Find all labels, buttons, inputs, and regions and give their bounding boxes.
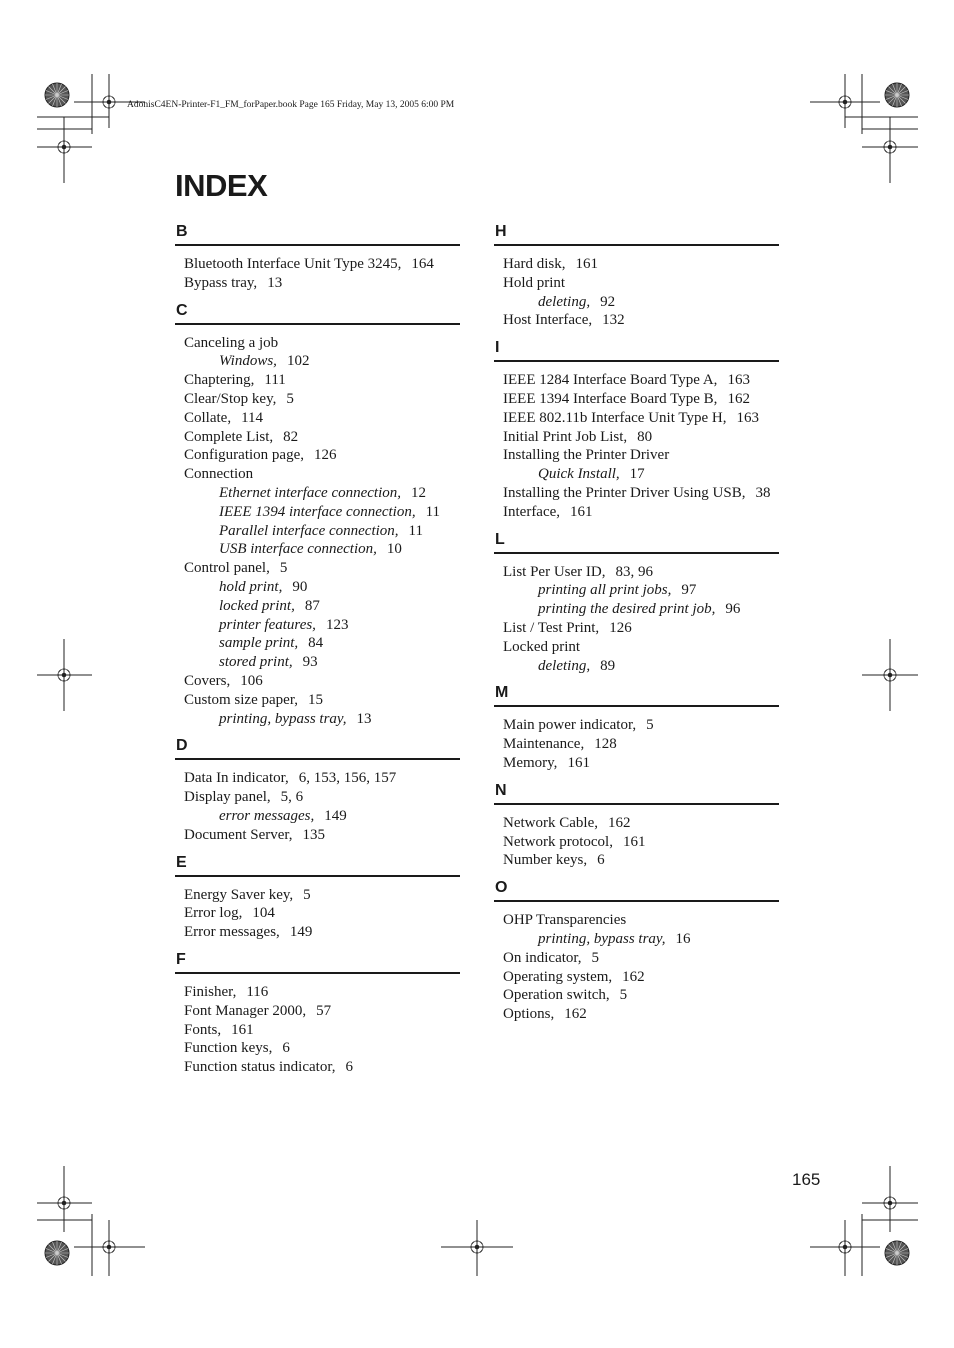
index-section [494, 530, 779, 676]
entry-pages: 93 [302, 654, 318, 671]
entry-term: Chaptering, [184, 372, 255, 389]
index-entry [175, 923, 460, 942]
entry-pages: 116 [246, 983, 269, 1000]
entry-pages: 104 [252, 905, 275, 922]
entry-pages: 13 [356, 710, 372, 727]
entry-pages: 5 [279, 560, 288, 577]
index-section [175, 222, 460, 293]
entry-term: List / Test Print, [503, 619, 600, 636]
entry-term: printing, bypass tray, [219, 710, 347, 727]
index-subentry [175, 807, 460, 826]
index-entry [175, 1021, 460, 1040]
entry-term: IEEE 802.11b Interface Unit Type H, [503, 409, 727, 426]
entry-pages: 84 [308, 635, 324, 652]
index-entry [494, 409, 779, 428]
entry-term: Bypass tray, [184, 274, 258, 291]
index-subentry [494, 465, 779, 484]
entry-pages: 6 [345, 1059, 353, 1076]
entry-term: Display panel, [184, 789, 271, 806]
entry-term: printing, bypass tray, [538, 930, 666, 947]
section-letter: L [494, 530, 779, 554]
entry-term: Document Server, [184, 826, 293, 843]
index-entry [175, 826, 460, 845]
index-entry [175, 1002, 460, 1021]
index-entry [175, 886, 460, 905]
entry-pages: 90 [292, 578, 308, 595]
index-entry [175, 255, 460, 274]
entry-pages: 5, 6 [280, 789, 304, 806]
entry-pages: 5 [591, 949, 600, 966]
index-entry [175, 1058, 460, 1077]
index-section [494, 683, 779, 772]
entry-term: Configuration page, [184, 447, 304, 464]
entry-term: Error log, [184, 905, 243, 922]
index-subentry [175, 484, 460, 503]
index-entry [494, 638, 779, 657]
entry-term: Host Interface, [503, 312, 593, 329]
entry-term: Bluetooth Interface Unit Type 3245, [184, 256, 402, 272]
entry-term: Maintenance, [503, 736, 585, 753]
index-subentry [494, 293, 779, 312]
entry-term: Fonts, [184, 1021, 222, 1038]
index-entry [175, 769, 460, 788]
index-subentry [494, 930, 779, 949]
index-entry [494, 484, 779, 503]
index-column-left [175, 222, 460, 1085]
entry-pages: 83, 96 [615, 563, 653, 580]
entry-pages: 5 [646, 717, 654, 734]
entry-pages: 164 [411, 256, 434, 272]
entry-term: Memory, [503, 754, 558, 771]
entry-pages: 5 [619, 987, 628, 1004]
entry-pages: 13 [267, 274, 283, 291]
index-entry [175, 409, 460, 428]
index-subentry [175, 710, 460, 729]
entry-term: USB interface connection, [219, 541, 377, 558]
index-entry [175, 788, 460, 807]
entry-term: Parallel interface connection, [219, 522, 399, 539]
entry-term: Function status indicator, [184, 1059, 336, 1076]
entry-term: Interface, [503, 503, 561, 520]
index-entry [494, 446, 779, 465]
section-letter: M [494, 683, 779, 707]
entry-pages: 92 [600, 293, 616, 310]
entry-term: stored print, [219, 654, 293, 671]
entry-term: hold print, [219, 578, 283, 595]
entry-term: On indicator, [503, 949, 582, 966]
section-letter: F [175, 950, 460, 974]
entry-term: List Per User ID, [503, 563, 606, 580]
index-entry [175, 904, 460, 923]
entry-pages: 149 [324, 807, 347, 824]
entry-pages: 5 [303, 886, 311, 903]
entry-term: OHP Transparencies [503, 912, 627, 929]
index-entry [175, 390, 460, 409]
index-section [175, 853, 460, 942]
index-entry [494, 563, 779, 582]
section-letter: H [494, 222, 779, 246]
index-section [494, 878, 779, 1024]
entry-term: Energy Saver key, [184, 886, 294, 903]
index-entry [494, 986, 779, 1005]
index-section [494, 781, 779, 870]
index-section [175, 950, 460, 1077]
index-entry [494, 428, 779, 447]
entry-term: Installing the Printer Driver [503, 447, 670, 464]
entry-pages: 114 [241, 409, 264, 426]
entry-term: Network protocol, [503, 833, 613, 850]
entry-pages: 12 [411, 484, 427, 501]
index-subentry [175, 653, 460, 672]
entry-pages: 128 [594, 736, 617, 753]
entry-pages: 6, 153, 156, 157 [298, 770, 397, 787]
entry-pages: 82 [283, 428, 299, 445]
entry-pages: 126 [313, 447, 337, 464]
entry-pages: 161 [231, 1021, 254, 1038]
entry-term: Control panel, [184, 560, 270, 577]
index-entry [175, 446, 460, 465]
index-section [175, 736, 460, 844]
entry-pages: 161 [567, 754, 590, 771]
index-section [175, 301, 460, 729]
entry-pages: 161 [575, 256, 598, 272]
entry-term: printing the desired print job, [538, 601, 716, 618]
entry-pages: 96 [725, 601, 741, 618]
entry-term: Operation switch, [503, 987, 610, 1004]
index-entry [175, 465, 460, 484]
index-entry [175, 691, 460, 710]
index-entry [494, 371, 779, 390]
entry-pages: 38 [755, 484, 771, 501]
index-subentry [175, 503, 460, 522]
index-entry [175, 1039, 460, 1058]
entry-term: Network Cable, [503, 814, 598, 831]
entry-pages: 80 [637, 428, 653, 445]
entry-pages: 163 [727, 372, 750, 389]
section-letter: N [494, 781, 779, 805]
entry-pages: 11 [408, 522, 423, 539]
index-subentry [175, 540, 460, 559]
section-letter: O [494, 878, 779, 902]
index-entry [175, 559, 460, 578]
entry-term: locked print, [219, 597, 295, 614]
entry-term: Data In indicator, [184, 770, 289, 787]
section-letter: E [175, 853, 460, 877]
entry-pages: 15 [307, 691, 323, 708]
entry-term: Error messages, [184, 924, 280, 941]
index-entry [494, 754, 779, 773]
section-letter: C [175, 301, 460, 325]
index-entry [175, 371, 460, 390]
entry-term: Collate, [184, 409, 232, 426]
entry-term: Initial Print Job List, [503, 428, 628, 445]
index-entry [175, 274, 460, 293]
index-subentry [175, 352, 460, 371]
entry-term: Function keys, [184, 1040, 273, 1057]
index-entry [494, 503, 779, 522]
index-entry [494, 911, 779, 930]
entry-pages: 132 [602, 312, 625, 329]
entry-pages: 161 [622, 833, 646, 850]
entry-pages: 162 [727, 390, 750, 407]
entry-pages: 17 [629, 466, 645, 483]
index-entry [494, 735, 779, 754]
entry-term: Covers, [184, 672, 231, 689]
entry-term: IEEE 1394 interface connection, [219, 503, 416, 520]
entry-pages: 11 [425, 503, 441, 520]
index-subentry [494, 581, 779, 600]
entry-term: Finisher, [184, 983, 237, 1000]
index-entry [175, 428, 460, 447]
index-column-right [494, 222, 779, 1032]
entry-pages: 16 [675, 930, 691, 947]
index-subentry [175, 597, 460, 616]
entry-term: Connection [184, 466, 254, 483]
entry-pages: 162 [622, 968, 645, 985]
entry-pages: 10 [386, 541, 402, 558]
index-subentry [175, 578, 460, 597]
entry-term: Canceling a job [184, 334, 279, 351]
entry-term: Windows, [219, 353, 277, 370]
section-letter: D [175, 736, 460, 760]
index-entry [175, 983, 460, 1002]
entry-pages: 161 [570, 503, 593, 520]
entry-term: Ethernet interface connection, [219, 484, 402, 501]
entry-term: Locked print [503, 638, 581, 655]
entry-pages: 135 [302, 826, 326, 843]
entry-term: error messages, [219, 807, 315, 824]
entry-term: Quick Install, [538, 466, 620, 483]
index-entry [494, 949, 779, 968]
index-entry [494, 968, 779, 987]
page-title: INDEX [175, 168, 268, 203]
entry-term: Clear/Stop key, [184, 390, 277, 407]
entry-pages: 162 [607, 814, 631, 831]
index-entry [494, 851, 779, 870]
page-number: 165 [792, 1170, 821, 1189]
entry-pages: 97 [681, 582, 697, 599]
entry-term: Font Manager 2000, [184, 1002, 307, 1019]
entry-pages: 87 [304, 597, 320, 614]
running-head: AdonisC4EN-Printer-F1_FM_forPaper.book Page 165 Friday, May 13, 2005 6:00 PM [127, 100, 455, 110]
entry-pages: 149 [289, 924, 313, 941]
index-entry [494, 814, 779, 833]
entry-pages: 163 [736, 409, 759, 426]
entry-pages: 162 [564, 1006, 587, 1023]
entry-term: IEEE 1284 Interface Board Type A, [503, 372, 718, 389]
entry-term: printing all print jobs, [538, 582, 672, 599]
entry-pages: 6 [282, 1040, 290, 1057]
index-subentry [175, 616, 460, 635]
index-subentry [494, 657, 779, 676]
index-subentry [175, 522, 460, 541]
section-letter: B [175, 222, 460, 246]
entry-pages: 102 [286, 353, 310, 370]
section-letter: I [494, 338, 779, 362]
entry-pages: 5 [286, 390, 294, 407]
entry-term: sample print, [219, 635, 299, 652]
index-entry [494, 255, 779, 274]
index-section [494, 222, 779, 330]
index-entry [494, 716, 779, 735]
index-subentry [494, 600, 779, 619]
entry-term: Hold print [503, 274, 566, 291]
entry-term: Number keys, [503, 852, 588, 869]
entry-term: Options, [503, 1006, 555, 1023]
entry-term: deleting, [538, 293, 591, 310]
entry-pages: 57 [316, 1002, 332, 1019]
index-subentry [175, 634, 460, 653]
entry-term: Hard disk, [503, 256, 566, 272]
index-entry [494, 833, 779, 852]
index-entry [494, 390, 779, 409]
entry-term: Complete List, [184, 428, 274, 445]
index-entry [494, 311, 779, 330]
index-entry [494, 619, 779, 638]
entry-term: Installing the Printer Driver Using USB, [503, 484, 746, 501]
index-entry [175, 334, 460, 353]
entry-pages: 111 [264, 372, 286, 389]
entry-term: Custom size paper, [184, 691, 298, 708]
entry-term: deleting, [538, 657, 591, 674]
entry-term: printer features, [219, 616, 316, 633]
entry-term: IEEE 1394 Interface Board Type B, [503, 390, 718, 407]
index-entry [494, 274, 779, 293]
index-entry [175, 672, 460, 691]
entry-pages: 89 [600, 657, 616, 674]
entry-term: Main power indicator, [503, 717, 637, 734]
index-entry [494, 1005, 779, 1024]
entry-pages: 6 [597, 852, 605, 869]
entry-pages: 123 [325, 616, 349, 633]
entry-pages: 126 [609, 619, 632, 636]
entry-term: Operating system, [503, 968, 613, 985]
entry-pages: 106 [240, 672, 263, 689]
index-section [494, 338, 779, 521]
